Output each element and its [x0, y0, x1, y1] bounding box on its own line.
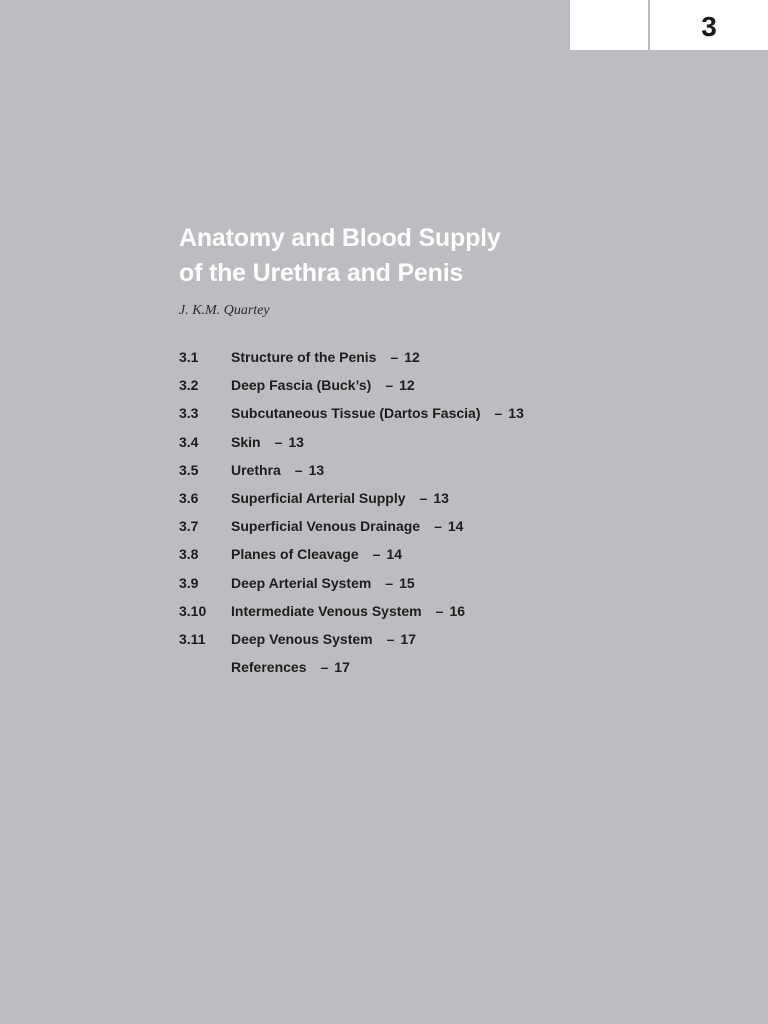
toc-section-number: 3.11: [179, 630, 206, 647]
toc-page-number: 14: [386, 546, 402, 563]
toc-entry-3-9[interactable]: [179, 569, 599, 597]
author-name: J. K.M. Quartey: [179, 303, 270, 318]
chapter-title: [179, 221, 501, 291]
toc-dash: –: [390, 349, 399, 366]
toc-section-title: Deep Arterial System: [231, 574, 372, 591]
toc-section-title: Deep Fascia (Buck’s): [231, 377, 372, 394]
toc-section-title: Deep Venous System: [231, 630, 373, 647]
toc-dash: –: [320, 659, 329, 676]
toc-section-number: 3.9: [179, 574, 199, 591]
toc-dash: –: [385, 574, 394, 591]
toc-section-title: Superficial Venous Drainage: [231, 518, 421, 535]
toc-entry-3-1[interactable]: [179, 343, 599, 371]
toc-entry-3-7[interactable]: [179, 512, 599, 540]
toc-dash: –: [372, 546, 381, 563]
toc-entry-3-6[interactable]: [179, 484, 599, 512]
toc-page-number: 13: [308, 461, 325, 478]
toc-page-number: 17: [400, 630, 416, 647]
toc-entry-3-8[interactable]: [179, 540, 599, 568]
toc-section-title: Intermediate Venous System: [231, 602, 422, 619]
toc-dash: –: [386, 630, 395, 647]
toc-entry-3-10[interactable]: [179, 597, 599, 625]
toc-dash: –: [494, 405, 503, 422]
toc-page-number: 13: [508, 405, 524, 422]
toc-dash: –: [385, 377, 394, 394]
chapter-title-line-2: of the Urethra and Penis: [179, 259, 464, 287]
toc-page-number: 13: [433, 490, 449, 507]
toc-section-number: 3.2: [179, 377, 199, 394]
toc-section-title: Skin: [231, 433, 261, 450]
toc-section-title: Planes of Cleavage: [231, 546, 359, 563]
toc-section-number: 3.8: [179, 546, 199, 563]
toc-entry-3-2[interactable]: [179, 371, 599, 399]
toc-section-title: Subcutaneous Tissue (Dartos Fascia): [231, 405, 481, 422]
toc-section-number: 3.3: [179, 405, 199, 422]
toc-dash: –: [434, 518, 442, 535]
toc-section-number: 3.1: [179, 349, 199, 366]
toc-section-title: Structure of the Penis: [231, 349, 377, 366]
toc-dash: –: [419, 490, 428, 507]
toc-section-number: 3.6: [179, 490, 199, 507]
toc-page-number: 15: [399, 574, 415, 591]
toc-section-number: 3.7: [179, 518, 199, 535]
toc-page-number: 16: [449, 602, 466, 619]
toc-entry-3-4[interactable]: [179, 428, 599, 456]
toc-entry-3-3[interactable]: [179, 399, 599, 427]
toc-dash: –: [294, 461, 303, 478]
toc-section-number: 3.5: [179, 461, 199, 478]
toc-entry-references[interactable]: [179, 653, 599, 681]
toc-page-number: 12: [404, 349, 420, 366]
toc-section-title: References: [231, 659, 307, 676]
toc-entry-3-5[interactable]: [179, 456, 599, 484]
toc-dash: –: [274, 433, 283, 450]
toc-page-number: 13: [288, 433, 304, 450]
toc-page-number: 14: [447, 518, 464, 535]
chapter-title-line-1: Anatomy and Blood Supply: [179, 224, 501, 252]
chapter-number: 3: [701, 11, 717, 42]
table-of-contents: [179, 343, 599, 681]
toc-section-number: 3.4: [179, 433, 199, 450]
toc-section-number: 3.10: [179, 602, 207, 619]
toc-entry-3-11[interactable]: [179, 625, 599, 653]
toc-section-title: Superficial Arterial Supply: [231, 490, 406, 507]
toc-dash: –: [435, 602, 444, 619]
toc-page-number: 17: [334, 659, 350, 676]
chapter-tab-blank: [570, 0, 648, 50]
toc-section-title: Urethra: [231, 461, 281, 478]
toc-page-number: 12: [399, 377, 415, 394]
